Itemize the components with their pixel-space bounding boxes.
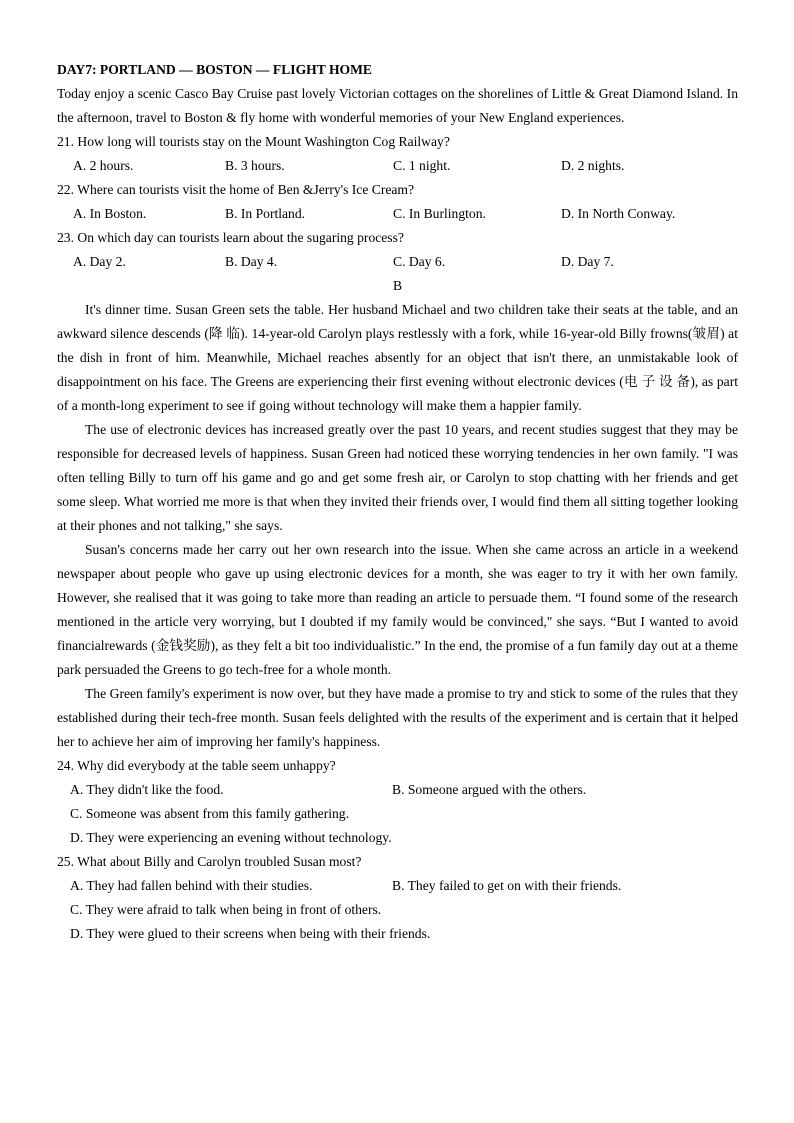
option-a: A. Day 2. [73,254,126,269]
options-row [57,250,738,274]
option-d: D. In North Conway. [561,206,676,221]
options-row [57,154,738,178]
question-23 [57,226,738,274]
option-b: B. Day 4. [225,254,278,269]
passage-paragraph-4: The Green family's experiment is now over, but they have made a promise to try and stick to some of the rules that they established during their tech-free month. Susan feels delighted with the results of the experiment and is certain that it helped her to achieve her aim of improving her family's happiness. [57,686,738,749]
option-b: B. Someone argued with the others. [392,782,587,797]
option-c: C. Day 6. [393,254,446,269]
passage-paragraph-2: The use of electronic devices has increased greatly over the past 10 years, and recent studies suggest that they may be responsible for decreased levels of happiness. Susan Green had noticed these worrying tendencies in her own family. "I was often telling Billy to turn off his game and go and get some fresh air, or Carolyn to stop chatting with her friends and get some sleep. What worried me more is that when they invited their friends over, I would find them all sitting together looking at their phones and not talking," she says. [57,422,738,533]
question-25 [57,850,738,946]
option-c: C. 1 night. [393,158,451,173]
options-row [57,778,738,802]
option-c: C. They were afraid to talk when being in front of others. [70,902,382,917]
option-d: D. They were glued to their screens when being with their friends. [70,926,431,941]
options-row [57,202,738,226]
day7-heading: DAY7: PORTLAND — BOSTON — FLIGHT HOME [57,62,372,77]
day7-intro: Today enjoy a scenic Casco Bay Cruise past lovely Victorian cottages on the shorelines of Little & Great Diamond Island. In the afternoon, travel to Boston & fly home with wonderful memories of your New England experiences. [57,86,738,125]
question-stem: 21. How long will tourists stay on the Mount Washington Cog Railway? [57,134,450,149]
question-stem: 23. On which day can tourists learn about the sugaring process? [57,230,404,245]
option-a: A. They had fallen behind with their studies. [70,878,313,893]
document-body [57,58,738,946]
question-21 [57,130,738,178]
question-22 [57,178,738,226]
option-b: B. In Portland. [225,206,306,221]
option-c: C. Someone was absent from this family gathering. [70,806,349,821]
option-d: D. Day 7. [561,254,614,269]
section-b-label: B [392,278,403,293]
question-stem: 25. What about Billy and Carolyn troubled Susan most? [57,854,362,869]
question-24 [57,754,738,850]
option-d: D. 2 nights. [561,158,625,173]
options-row [57,874,738,898]
option-a: A. They didn't like the food. [70,782,224,797]
option-b: B. They failed to get on with their friends. [392,878,622,893]
passage-paragraph-3: Susan's concerns made her carry out her own research into the issue. When she came across an article in a weekend newspaper about people who gave up using electronic devices for a month, she was eager to try it with her own family. However, she realised that it was going to take more than reading an article to persuade them. “I found some of the research mentioned in the article very worrying, but I doubted if my family would be convinced," she says. “But I wanted to avoid financialrewards (金钱奖励), as they felt a bit too individualistic.” In the end, the promise of a fun family day out at a theme park persuaded the Greens to go tech-free for a whole month. [57,542,738,677]
option-a: A. In Boston. [73,206,147,221]
question-stem: 22. Where can tourists visit the home of Ben &Jerry's Ice Cream? [57,182,415,197]
option-a: A. 2 hours. [73,158,134,173]
passage-paragraph-1: It's dinner time. Susan Green sets the table. Her husband Michael and two children take their seats at the table, and an awkward silence descends (降 临). 14-year-old Carolyn plays restlessly with a fork, while 16-year-old Billy frowns(皱眉) at the dish in front of him. Meanwhile, Michael reaches absently for an object that isn't there, an unmistakable look of disappointment on his face. The Greens are experiencing their first evening without electronic devices (电 子 设 备), as part of a month-long experiment to see if going without technology will make them a happier family. [57,302,738,413]
option-b: B. 3 hours. [225,158,285,173]
option-c: C. In Burlington. [393,206,486,221]
option-d: D. They were experiencing an evening without technology. [70,830,392,845]
question-stem: 24. Why did everybody at the table seem unhappy? [57,758,336,773]
